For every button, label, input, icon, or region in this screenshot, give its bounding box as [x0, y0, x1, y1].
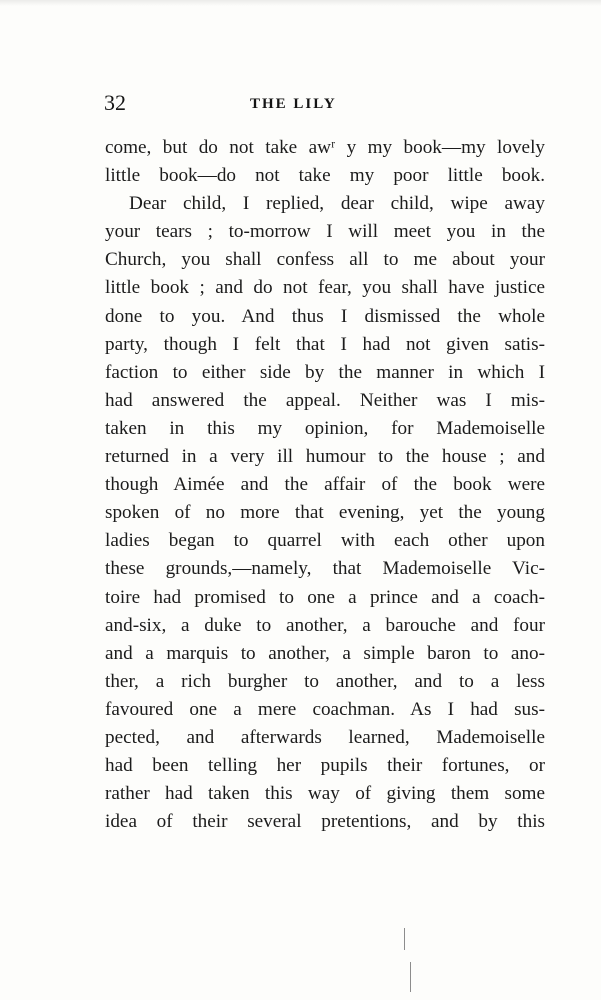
text-line: your tears ; to-morrow I will meet you in the	[105, 221, 545, 243]
page-header	[0, 88, 601, 118]
text-line: had been telling her pupils their fortunes, or	[105, 755, 545, 777]
text-line: faction to either side by the manner in which I	[105, 361, 545, 383]
text-line: had answered the appeal. Neither was I mis-	[105, 389, 545, 411]
text-line: pected, and afterwards learned, Mademoiselle	[105, 726, 545, 748]
text-line: come, but do not take awʳ y my book—my lovely	[105, 137, 545, 158]
text-line: and-six, a duke to another, a barouche and four	[105, 614, 545, 636]
scan-mark	[404, 928, 405, 950]
text-line: rather had taken this way of giving them some	[105, 783, 545, 805]
text-line: Dear child, I replied, dear child, wipe away	[129, 193, 545, 215]
body-text	[105, 134, 545, 836]
page-top-edge	[0, 0, 601, 6]
text-line: spoken of no more that evening, yet the young	[105, 502, 545, 524]
text-line: ladies began to quarrel with each other upon	[105, 530, 545, 552]
text-line: favoured one a mere coachman. As I had sus-	[105, 698, 545, 720]
text-line: returned in a very ill humour to the house ; and	[105, 446, 545, 468]
text-line: and a marquis to another, a simple baron to ano-	[105, 642, 545, 664]
page-number: 32	[104, 90, 126, 115]
text-line: little book—do not take my poor little book.	[105, 165, 545, 187]
text-line: ther, a rich burgher to another, and to a less	[105, 670, 545, 692]
text-line: though Aimée and the affair of the book were	[105, 474, 545, 496]
text-line: these grounds,—namely, that Mademoiselle Vic-	[105, 558, 545, 580]
text-line: little book ; and do not fear, you shall have justice	[105, 277, 545, 299]
scan-mark	[410, 962, 411, 992]
text-line: Church, you shall confess all to me about your	[105, 249, 545, 271]
text-line: done to you. And thus I dismissed the whole	[105, 305, 545, 327]
text-line: taken in this my opinion, for Mademoiselle	[105, 417, 545, 439]
text-line: toire had promised to one a prince and a coach-	[105, 586, 545, 608]
text-line: idea of their several pretentions, and by this	[105, 811, 545, 833]
text-line: party, though I felt that I had not given satis-	[105, 333, 545, 355]
running-title: THE LILY	[250, 96, 337, 112]
